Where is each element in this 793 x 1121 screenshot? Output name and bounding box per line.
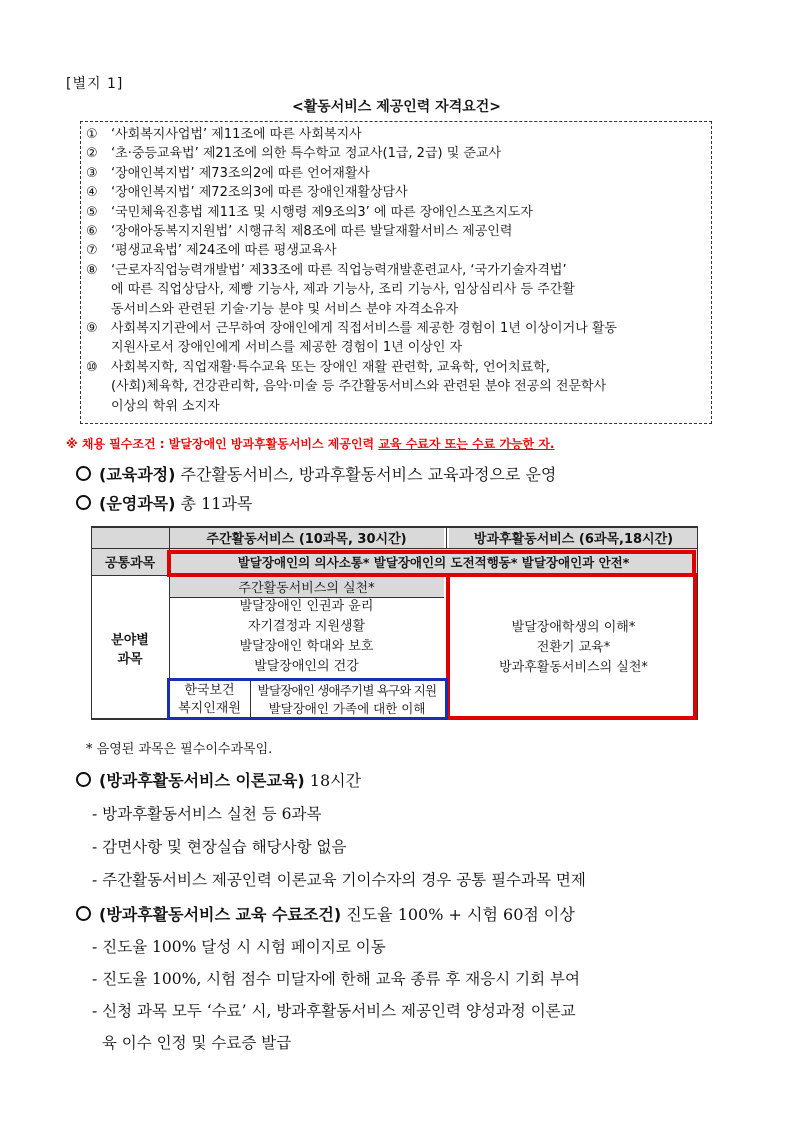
requirement-line: ‘사회복지사업법’ 제11조에 따른 사회복지사 [111,127,362,142]
requirement-number: ⑥ [86,224,98,240]
day-subjects [169,597,444,677]
requirement-line: 지원사로서 장애인에게 서비스를 제공한 경험이 1년 이상인 자 [111,340,463,356]
requirement-number: ④ [86,185,98,201]
common-label: 공통과목 [91,548,169,575]
requirement-line: ‘장애아동복지지원법’ 시행규칙 제8조에 따른 발달재활서비스 제공인력 [111,224,513,240]
header-after: 방과후활동서비스 (6과목,18시간) [449,526,698,548]
annex-label: [별지 1] [66,76,124,92]
after-subject: 발달장애학생의 이해* [511,619,636,635]
requirement-number: ① [86,127,98,142]
requirements-box [80,121,712,424]
table-footnote: * 음영된 과목은 필수이수과목임. [86,742,273,757]
table-border-left [91,526,92,720]
day-subject: 자기결정과 지원생활 [247,619,366,634]
requirement-line: ‘국민체육진흥법 제11조 및 시행령 제9조의3’ 에 따른 장애인스포츠지도자 [111,204,533,220]
section-head: (운영과목) [99,494,176,513]
section-head: (교육과정) [99,465,176,484]
requirement-line: 에 따른 직업상담사, 제빵 기능사, 제과 기능사, 조리 기능사, 임상심리사 등 주간활 [111,282,575,298]
section-head: (방과후활동서비스 이론교육) [99,771,305,790]
requirement-line: 사회복지학, 직업재활·특수교육 또는 장애인 재활 관련학, 교육학, 언어치료학, [111,359,550,375]
section-text: 진도율 100% + 시험 60점 이상 [341,905,575,924]
requirement-item [86,319,705,358]
theory-item: - 주간활동서비스 제공인력 이론교육 기이수자의 경우 공통 필수과목 면제 [92,871,586,889]
field-label [91,575,169,720]
requirement-item [86,125,705,144]
completion-item: - 진도율 100% 달성 시 시험 페이지로 이동 [92,938,386,956]
after-subject: 전환기 교육* [536,639,611,655]
after-highlight-frame [446,573,697,720]
requirement-item [86,144,705,163]
requirement-number: ② [86,146,98,162]
section-text: 총 11과목 [175,494,253,513]
kohi-highlight-frame [167,678,448,720]
completion-item: - 진도율 100%, 시험 점수 미달자에 한해 교육 종류 후 재응시 기회 부여 [92,970,580,988]
requirement-item [86,183,705,202]
requirement-text [111,261,705,319]
requirement-item [86,164,705,183]
completion-item: - 신청 과목 모두 ‘수료’ 시, 방과후활동서비스 제공인력 양성과정 이론교 [92,1002,576,1020]
requirement-text [111,164,705,183]
requirement-text [111,222,705,241]
requirement-text [111,144,705,163]
requirement-line: 사회복지기관에서 근무하여 장애인에게 직접서비스를 제공한 경험이 1년 이상이거나 활동 [111,321,617,337]
requirement-line: 동서비스와 관련된 기술·기능 분야 및 서비스 분야 자격소유자 [111,301,459,317]
header-day: 주간활동서비스 (10과목, 30시간) [169,526,444,548]
requirement-item [86,261,705,319]
requirement-item [86,222,705,241]
field-label-line: 분야별 [111,632,149,648]
requirement-number: ⑨ [86,321,98,337]
section-text: 18시간 [304,771,362,790]
requirement-number: ⑧ [86,262,98,278]
theory-item: - 방과후활동서비스 실천 등 6과목 [92,805,322,823]
theory-item: - 감면사항 및 현장실습 해당사항 없음 [92,838,347,856]
circle-bullet-icon [76,772,91,787]
table-rule [169,597,444,598]
requirement-text [111,203,705,222]
requirement-line: ‘근로자직업능력개발법’ 제33조에 따른 직업능력개발훈련교사, ‘국가기술자격법’ [111,262,567,278]
day-subject: 발달장애인 학대와 보호 [239,639,374,654]
requirement-item [86,203,705,222]
table-border-right [697,526,698,720]
field-label-line: 과목 [117,651,143,667]
section-head: (방과후활동서비스 교육 수료조건) [99,905,342,924]
requirement-line: ‘장애인복지법’ 제72조의3에 따른 장애인재활상담사 [111,185,408,201]
requirement-text [111,241,705,260]
requirement-line: ‘평생교육법’ 제24조에 따른 평생교육사 [111,243,337,259]
kohi-subject: 발달장애인 가족에 대한 이해 [268,701,426,716]
kohi-line: 복지인재원 [178,701,241,716]
requirement-number: ③ [86,165,98,181]
section-completion [76,902,575,925]
circle-bullet-icon [76,495,91,510]
requirement-text [111,319,705,358]
requirement-text [111,183,705,202]
page-title: <활동서비스 제공인력 자격요건> [291,99,502,115]
section-course [76,462,556,485]
table-rule [91,548,698,549]
requirement-line: ‘장애인복지법’ 제73조의2에 따른 언어재활사 [111,165,370,181]
notice-underlined: 교육 수료자 또는 수료 가능한 자. [378,437,555,451]
circle-bullet-icon [76,906,91,921]
table-border-top [91,526,698,528]
requirement-line: 이상의 학위 소지자 [111,398,220,414]
requirement-line: (사회)체육학, 건강관리학, 음악·미술 등 주간활동서비스와 관련된 분야 전공의 전문학사 [111,379,607,395]
notice-prefix: ※ 채용 필수조건 : 발달장애인 방과후활동서비스 제공인력 [66,437,379,451]
after-subject: 방과후활동서비스의 실천* [499,659,648,675]
completion-item: 육 이수 인정 및 수료증 발급 [92,1034,292,1052]
circle-bullet-icon [76,466,91,481]
section-text: 주간활동서비스, 방과후활동서비스 교육과정으로 운영 [175,465,557,484]
hiring-notice [66,435,554,452]
requirement-number: ⑤ [86,204,98,220]
requirement-number: ⑩ [86,359,98,375]
requirement-text [111,125,705,144]
day-subject-shaded: 주간활동서비스의 실천* [169,575,444,597]
table-rule [446,526,447,548]
section-theory [76,768,361,791]
requirement-number: ⑦ [86,243,98,259]
requirement-item [86,358,705,416]
kohi-line: 한국보건 [184,683,235,698]
section-subjects [76,491,252,514]
day-subject: 발달장애인의 건강 [254,659,359,674]
common-subjects: 발달장애인의 의사소통* 발달장애인의 도전적행동* 발달장애인과 안전* [169,548,698,575]
requirement-line: ‘초·중등교육법’ 제21조에 의한 특수학교 정교사(1급, 2급) 및 준교사 [111,146,502,162]
kohi-subject: 발달장애인 생애주기별 욕구와 지원 [257,683,437,698]
requirement-text [111,358,705,416]
requirement-item [86,241,705,260]
day-subject: 발달장애인 인권과 윤리 [239,599,374,614]
table-corner [91,526,169,548]
subjects-table [91,526,698,720]
